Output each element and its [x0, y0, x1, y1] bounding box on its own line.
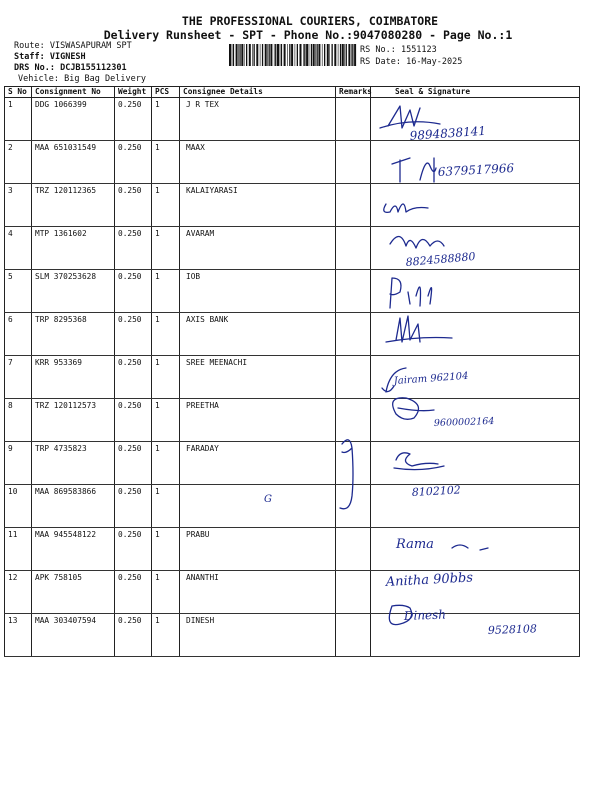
consignee-cell: IOB [180, 270, 336, 313]
remarks-cell [336, 313, 371, 356]
remarks-cell [336, 270, 371, 313]
barcode-bar [352, 44, 353, 66]
consignee-cell: AXIS BANK [180, 313, 336, 356]
pcs-cell: 1 [152, 356, 180, 399]
table-row [5, 356, 580, 399]
barcode-bar [233, 44, 234, 66]
remarks-cell [336, 227, 371, 270]
barcode-bar [329, 44, 330, 66]
barcode-bar [291, 44, 293, 66]
sno-cell: 9 [5, 442, 32, 485]
note-row-12: Anitha 90bbs [385, 570, 474, 590]
barcode-bar [287, 44, 288, 66]
vehicle-label: Vehicle: [18, 74, 59, 84]
remarks-cell [336, 571, 371, 614]
barcode-bar [297, 44, 298, 66]
barcode-bar [256, 44, 258, 66]
barcode-bar [304, 44, 305, 66]
barcode-bar [239, 44, 240, 66]
consignment-cell: MAA 945548122 [32, 528, 115, 571]
consignee-cell: DINESH [180, 614, 336, 657]
pcs-cell: 1 [152, 184, 180, 227]
consignment-cell: TRP 4735823 [32, 442, 115, 485]
barcode-bar [354, 44, 356, 66]
mark-row-10: G [264, 494, 272, 505]
staff-value: VIGNESH [49, 52, 86, 62]
weight-cell: 0.250 [115, 528, 152, 571]
consignment-cell: APK 758105 [32, 571, 115, 614]
barcode-bar [269, 44, 270, 66]
remarks-cell [336, 528, 371, 571]
sno-cell: 8 [5, 399, 32, 442]
note-row-7: Jairam 962104 [393, 370, 469, 387]
weight-cell: 0.250 [115, 227, 152, 270]
sno-cell: 3 [5, 184, 32, 227]
pcs-cell: 1 [152, 442, 180, 485]
barcode-bar [252, 44, 253, 66]
pcs-cell: 1 [152, 528, 180, 571]
runsheet-table [4, 86, 580, 657]
weight-cell: 0.250 [115, 571, 152, 614]
sno-cell: 6 [5, 313, 32, 356]
drs-line [14, 63, 127, 74]
remarks-cell [336, 98, 371, 141]
barcode-bar [232, 44, 233, 66]
route-label: Route: [14, 41, 45, 51]
consignee-cell: MAAX [180, 141, 336, 184]
remarks-cell [336, 614, 371, 657]
seal-cell [371, 528, 580, 571]
consignee-cell: KALAIYARASI [180, 184, 336, 227]
remarks-cell [336, 399, 371, 442]
consignee-cell: PREETHA [180, 399, 336, 442]
sno-cell: 11 [5, 528, 32, 571]
table-row [5, 528, 580, 571]
pcs-cell: 1 [152, 313, 180, 356]
note-row-8: 9600002164 [433, 415, 495, 429]
sno-cell: 12 [5, 571, 32, 614]
consignment-cell: MAA 303407594 [32, 614, 115, 657]
table-row [5, 227, 580, 270]
remarks-cell [336, 141, 371, 184]
pcs-cell: 1 [152, 399, 180, 442]
barcode-bar [332, 44, 333, 66]
barcode-bar [322, 44, 323, 66]
col-weight: Weight [115, 87, 152, 98]
barcode-bar [267, 44, 268, 66]
sno-cell: 5 [5, 270, 32, 313]
barcode-bar [313, 44, 315, 66]
barcode-bar [295, 44, 296, 66]
weight-cell: 0.250 [115, 141, 152, 184]
consignment-cell: DDG 1066399 [32, 98, 115, 141]
note-row-10: 8102102 [411, 483, 462, 499]
col-seal: Seal & Signature [371, 87, 580, 98]
barcode-bar [280, 44, 281, 66]
seal-cell [371, 399, 580, 442]
consignee-cell: J R TEX [180, 98, 336, 141]
barcode-bar [334, 44, 336, 66]
rs-no-value: 1551123 [400, 45, 437, 55]
table-row [5, 399, 580, 442]
seal-cell [371, 485, 580, 528]
consignee-cell: ANANTHI [180, 571, 336, 614]
table-row [5, 98, 580, 141]
seal-cell [371, 614, 580, 657]
consignee-cell: SREE MEENACHI [180, 356, 336, 399]
pcs-cell: 1 [152, 614, 180, 657]
barcode-bar [300, 44, 302, 66]
name-row-13: Dinesh [403, 607, 447, 623]
col-sno: S No [5, 87, 32, 98]
seal-cell [371, 313, 580, 356]
table-row [5, 141, 580, 184]
drs-label: DRS No.: [14, 63, 55, 73]
consignee-cell: AVARAM [180, 227, 336, 270]
runsheet-subtitle: Delivery Runsheet - SPT - Phone No.:9047080280 - Page No.:1 [103, 28, 513, 42]
seal-cell [371, 356, 580, 399]
barcode-bar [241, 44, 243, 66]
barcode-bar [254, 44, 255, 66]
col-remarks: Remarks [336, 87, 371, 98]
seal-cell [371, 442, 580, 485]
barcode-bar [338, 44, 339, 66]
drs-value: DCJB155112301 [60, 63, 127, 73]
sno-cell: 10 [5, 485, 32, 528]
remarks-cell [336, 356, 371, 399]
phone-row-1: 9894838141 [409, 123, 487, 143]
barcode-bar [274, 44, 275, 66]
table-row [5, 184, 580, 227]
barcode-bar [344, 44, 345, 66]
sno-cell: 4 [5, 227, 32, 270]
rs-no-line [360, 45, 437, 56]
barcode-bar [351, 44, 352, 66]
barcode-bar [348, 44, 350, 66]
barcode-bar [346, 44, 347, 66]
consignment-cell: MTP 1361602 [32, 227, 115, 270]
col-consignment: Consignment No [32, 87, 115, 98]
pcs-cell: 1 [152, 98, 180, 141]
table-row [5, 270, 580, 313]
rs-date-value: 16-May-2025 [406, 57, 463, 67]
sno-cell: 13 [5, 614, 32, 657]
barcode-bar [340, 44, 341, 66]
phone-row-4: 8824588880 [405, 249, 476, 269]
barcode [229, 44, 355, 66]
remarks-cell [336, 442, 371, 485]
weight-cell: 0.250 [115, 356, 152, 399]
barcode-bar [303, 44, 304, 66]
seal-cell [371, 571, 580, 614]
vehicle-line [18, 74, 146, 85]
barcode-bar [306, 44, 308, 66]
barcode-bar [270, 44, 272, 66]
consignment-cell: MAA 869583866 [32, 485, 115, 528]
name-row-11: Rama [396, 537, 434, 552]
pcs-cell: 1 [152, 270, 180, 313]
consignment-cell: TRP 8295368 [32, 313, 115, 356]
consignment-cell: KRR 953369 [32, 356, 115, 399]
seal-cell [371, 184, 580, 227]
consignee-cell: FARADAY [180, 442, 336, 485]
col-pcs: PCS [152, 87, 180, 98]
rs-date-label: RS Date: [360, 57, 401, 67]
barcode-bar [277, 44, 279, 66]
phone-row-2: 6379517966 [437, 161, 515, 179]
rs-date-line [360, 57, 462, 68]
barcode-bar [289, 44, 290, 66]
barcode-bar [342, 44, 344, 66]
consignment-cell: TRZ 120112365 [32, 184, 115, 227]
barcode-bar [324, 44, 325, 66]
table-row [5, 485, 580, 528]
route-value: VISWASAPURAM SPT [49, 41, 132, 51]
pcs-cell: 1 [152, 485, 180, 528]
barcode-bar [317, 44, 318, 66]
barcode-bar [260, 44, 261, 66]
barcode-bar [236, 44, 238, 66]
barcode-bar [265, 44, 267, 66]
barcode-bar [246, 44, 247, 66]
sno-cell: 7 [5, 356, 32, 399]
rs-no-label: RS No.: [360, 45, 396, 55]
seal-cell [371, 270, 580, 313]
weight-cell: 0.250 [115, 485, 152, 528]
barcode-bar [249, 44, 251, 66]
consignee-cell: PRABU [180, 528, 336, 571]
barcode-bar [309, 44, 310, 66]
pcs-cell: 1 [152, 141, 180, 184]
table-row [5, 442, 580, 485]
route-line [14, 41, 132, 52]
staff-line [14, 52, 86, 63]
sno-cell: 2 [5, 141, 32, 184]
weight-cell: 0.250 [115, 313, 152, 356]
consignment-cell: MAA 651031549 [32, 141, 115, 184]
consignment-cell: SLM 370253628 [32, 270, 115, 313]
weight-cell: 0.250 [115, 399, 152, 442]
barcode-bar [318, 44, 320, 66]
seal-cell [371, 98, 580, 141]
weight-cell: 0.250 [115, 442, 152, 485]
barcode-bar [244, 44, 245, 66]
barcode-bar [311, 44, 312, 66]
barcode-bar [315, 44, 316, 66]
table-row [5, 571, 580, 614]
col-consignee: Consignee Details [180, 87, 336, 98]
barcode-bar [284, 44, 286, 66]
weight-cell: 0.250 [115, 98, 152, 141]
weight-cell: 0.250 [115, 184, 152, 227]
vehicle-value: Big Bag Delivery [64, 74, 146, 84]
table-row [5, 313, 580, 356]
barcode-bar [275, 44, 276, 66]
barcode-bar [262, 44, 263, 66]
barcode-bar [281, 44, 282, 66]
consignee-cell [180, 485, 336, 528]
pcs-cell: 1 [152, 227, 180, 270]
seal-cell [371, 141, 580, 184]
sno-cell: 1 [5, 98, 32, 141]
weight-cell: 0.250 [115, 614, 152, 657]
pcs-cell: 1 [152, 571, 180, 614]
table-row [5, 614, 580, 657]
table-header-row [5, 87, 580, 98]
phone-row-13: 9528108 [487, 622, 538, 637]
weight-cell: 0.250 [115, 270, 152, 313]
staff-label: Staff: [14, 52, 45, 62]
consignment-cell: TRZ 120112573 [32, 399, 115, 442]
barcode-bar [238, 44, 239, 66]
remarks-cell [336, 184, 371, 227]
barcode-bar [327, 44, 329, 66]
seal-cell [371, 227, 580, 270]
barcode-bar [229, 44, 231, 66]
remarks-cell [336, 485, 371, 528]
company-title: THE PROFESSIONAL COURIERS, COIMBATORE [181, 14, 439, 28]
